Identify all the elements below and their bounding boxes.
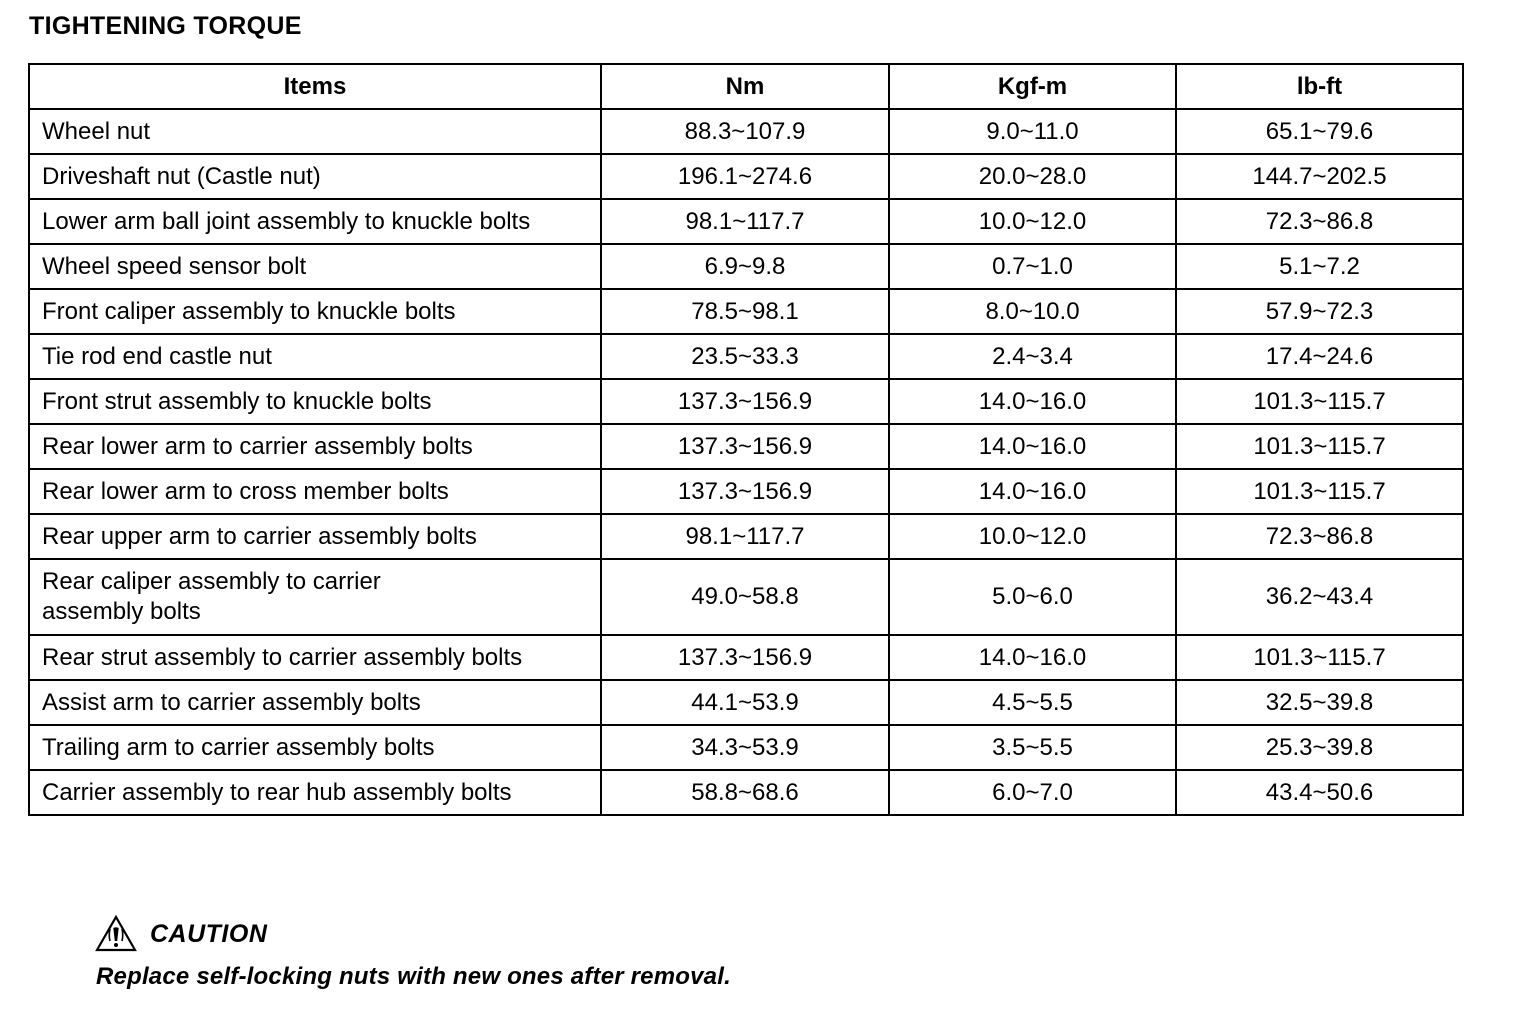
table-row xyxy=(29,154,1463,199)
cell-nm: 58.8~68.6 xyxy=(601,770,889,815)
cell-item: Rear lower arm to carrier assembly bolts xyxy=(29,424,601,469)
cell-nm: 6.9~9.8 xyxy=(601,244,889,289)
cell-nm: 137.3~156.9 xyxy=(601,469,889,514)
caution-label: CAUTION xyxy=(150,919,268,948)
cell-lbft: 101.3~115.7 xyxy=(1176,635,1463,680)
cell-lbft: 72.3~86.8 xyxy=(1176,199,1463,244)
cell-kgf: 10.0~12.0 xyxy=(889,514,1176,559)
cell-kgf: 6.0~7.0 xyxy=(889,770,1176,815)
warning-triangle-icon xyxy=(94,914,138,954)
cell-kgf: 5.0~6.0 xyxy=(889,559,1176,635)
cell-kgf: 4.5~5.5 xyxy=(889,680,1176,725)
table-row xyxy=(29,514,1463,559)
cell-kgf: 10.0~12.0 xyxy=(889,199,1176,244)
cell-item: Rear upper arm to carrier assembly bolts xyxy=(29,514,601,559)
cell-nm: 44.1~53.9 xyxy=(601,680,889,725)
cell-lbft: 65.1~79.6 xyxy=(1176,109,1463,154)
torque-table xyxy=(28,63,1464,816)
cell-lbft: 57.9~72.3 xyxy=(1176,289,1463,334)
cell-lbft: 32.5~39.8 xyxy=(1176,680,1463,725)
cell-lbft: 5.1~7.2 xyxy=(1176,244,1463,289)
cell-item: Assist arm to carrier assembly bolts xyxy=(29,680,601,725)
table-row xyxy=(29,424,1463,469)
cell-kgf: 14.0~16.0 xyxy=(889,424,1176,469)
cell-lbft: 43.4~50.6 xyxy=(1176,770,1463,815)
table-row xyxy=(29,680,1463,725)
cell-kgf: 3.5~5.5 xyxy=(889,725,1176,770)
table-row xyxy=(29,244,1463,289)
cell-nm: 88.3~107.9 xyxy=(601,109,889,154)
cell-lbft: 101.3~115.7 xyxy=(1176,379,1463,424)
header-lb-ft: lb-ft xyxy=(1176,64,1463,109)
cell-item: Wheel nut xyxy=(29,109,601,154)
cell-nm: 78.5~98.1 xyxy=(601,289,889,334)
table-row xyxy=(29,334,1463,379)
cell-item: Trailing arm to carrier assembly bolts xyxy=(29,725,601,770)
page-title: TIGHTENING TORQUE xyxy=(29,12,302,40)
cell-item: Rear lower arm to cross member bolts xyxy=(29,469,601,514)
caution-heading xyxy=(94,912,267,956)
cell-nm: 137.3~156.9 xyxy=(601,379,889,424)
cell-item: Rear strut assembly to carrier assembly bolts xyxy=(29,635,601,680)
table-row xyxy=(29,635,1463,680)
cell-item: Tie rod end castle nut xyxy=(29,334,601,379)
cell-lbft: 25.3~39.8 xyxy=(1176,725,1463,770)
cell-kgf: 20.0~28.0 xyxy=(889,154,1176,199)
table-row xyxy=(29,469,1463,514)
cell-kgf: 2.4~3.4 xyxy=(889,334,1176,379)
cell-kgf: 0.7~1.0 xyxy=(889,244,1176,289)
cell-kgf: 14.0~16.0 xyxy=(889,379,1176,424)
cell-nm: 23.5~33.3 xyxy=(601,334,889,379)
cell-lbft: 101.3~115.7 xyxy=(1176,469,1463,514)
header-nm: Nm xyxy=(601,64,889,109)
cell-item: Carrier assembly to rear hub assembly bolts xyxy=(29,770,601,815)
header-kgf-m: Kgf-m xyxy=(889,64,1176,109)
cell-nm: 196.1~274.6 xyxy=(601,154,889,199)
table-header-row xyxy=(29,64,1463,109)
table-row xyxy=(29,379,1463,424)
cell-lbft: 36.2~43.4 xyxy=(1176,559,1463,635)
cell-kgf: 8.0~10.0 xyxy=(889,289,1176,334)
cell-item: Front strut assembly to knuckle bolts xyxy=(29,379,601,424)
table-row xyxy=(29,770,1463,815)
table-row xyxy=(29,289,1463,334)
cell-nm: 137.3~156.9 xyxy=(601,635,889,680)
caution-text: Replace self-locking nuts with new ones after removal. xyxy=(96,963,731,990)
cell-kgf: 14.0~16.0 xyxy=(889,635,1176,680)
table-row xyxy=(29,199,1463,244)
cell-nm: 137.3~156.9 xyxy=(601,424,889,469)
cell-item: Rear caliper assembly to carrier assembly bolts xyxy=(29,559,601,635)
table-row xyxy=(29,725,1463,770)
cell-nm: 98.1~117.7 xyxy=(601,199,889,244)
cell-item: Front caliper assembly to knuckle bolts xyxy=(29,289,601,334)
cell-kgf: 14.0~16.0 xyxy=(889,469,1176,514)
cell-item: Wheel speed sensor bolt xyxy=(29,244,601,289)
cell-nm: 49.0~58.8 xyxy=(601,559,889,635)
cell-nm: 34.3~53.9 xyxy=(601,725,889,770)
cell-kgf: 9.0~11.0 xyxy=(889,109,1176,154)
table-row xyxy=(29,559,1463,635)
cell-item: Driveshaft nut (Castle nut) xyxy=(29,154,601,199)
cell-lbft: 17.4~24.6 xyxy=(1176,334,1463,379)
header-items: Items xyxy=(29,64,601,109)
cell-nm: 98.1~117.7 xyxy=(601,514,889,559)
table-row xyxy=(29,109,1463,154)
cell-item: Lower arm ball joint assembly to knuckle bolts xyxy=(29,199,601,244)
cell-lbft: 72.3~86.8 xyxy=(1176,514,1463,559)
cell-lbft: 101.3~115.7 xyxy=(1176,424,1463,469)
cell-lbft: 144.7~202.5 xyxy=(1176,154,1463,199)
